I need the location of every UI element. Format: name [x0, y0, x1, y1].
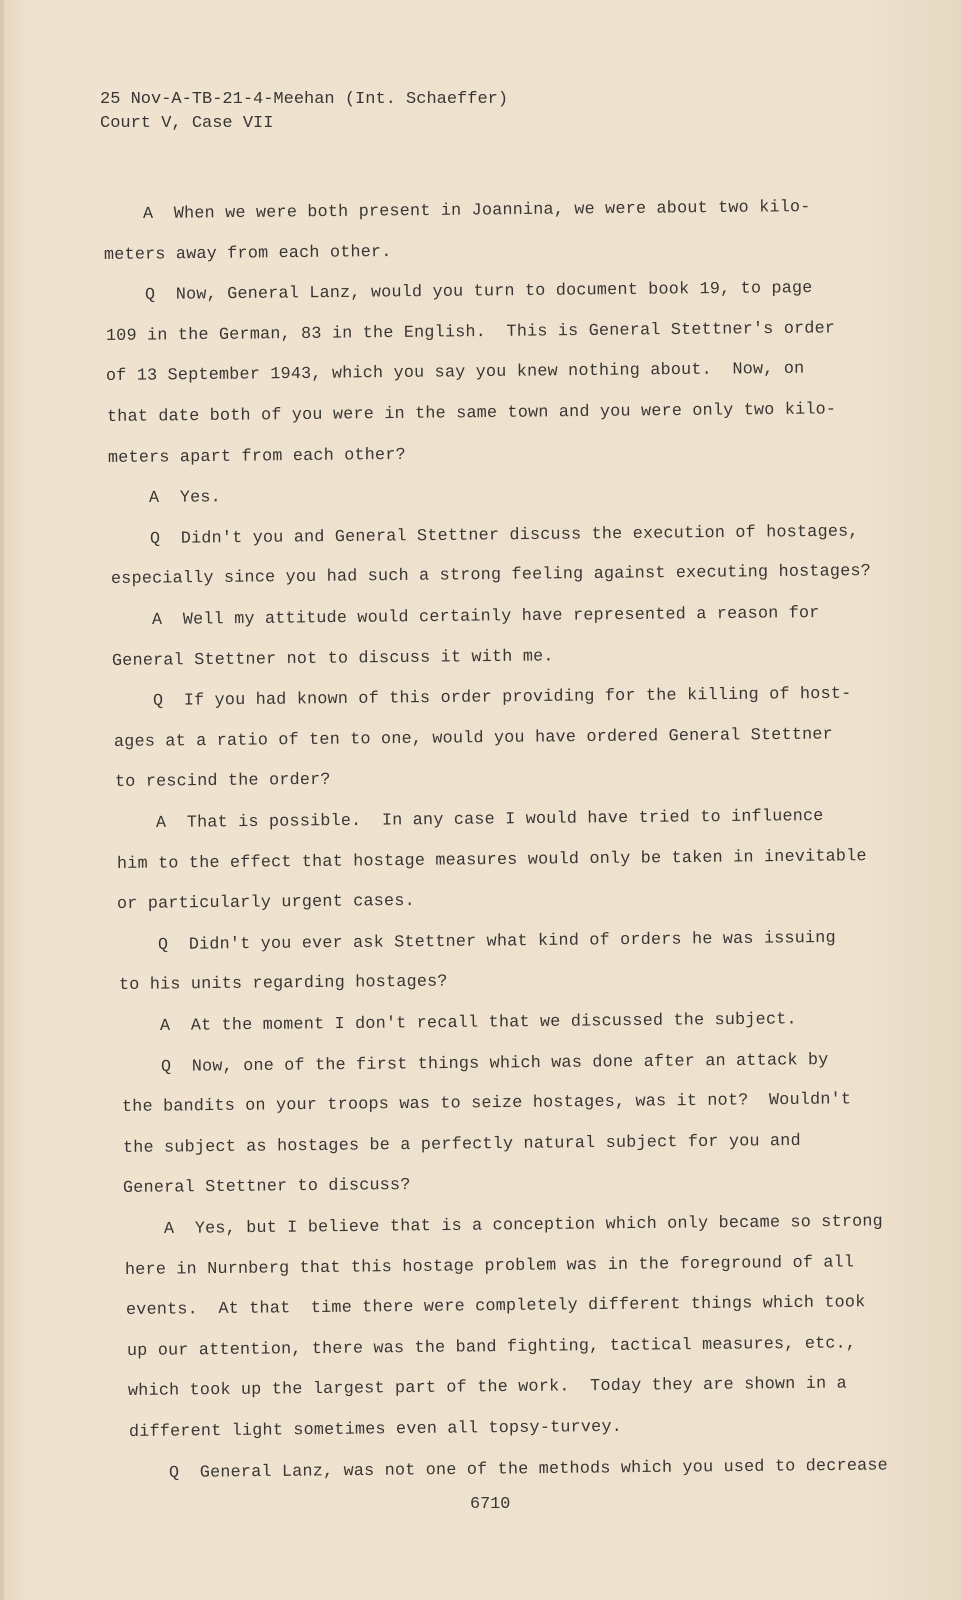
paragraph-line: that date both of you were in the same town and you were only two kilo- [107, 400, 837, 427]
paragraph-line: ages at a ratio of ten to one, would you have ordered General Stettner [113, 725, 834, 752]
page-edge [0, 0, 4, 1600]
paragraph-line: him to the effect that hostage measures would only be taken in inevitable [116, 846, 867, 874]
paragraph-line: General Stettner not to discuss it with me. [112, 646, 555, 671]
paragraph-first-line: Q Didn't you and General Stettner discuss the execution of hostages, [149, 522, 859, 549]
paragraph-line: General Stettner to discuss? [123, 1176, 412, 1199]
paragraph-line: the bandits on your troops was to seize hostages, was it not? Wouldn't [121, 1090, 851, 1118]
paragraph-first-line: A Well my attitude would certainly have represented a reason for [151, 604, 820, 630]
paragraph-line: which took up the largest part of the work. Today they are shown in a [127, 1374, 847, 1402]
header-reference: 25 Nov-A-TB-21-4-Meehan (Int. Schaeffer) [100, 90, 509, 109]
page-number: 6710 [470, 1495, 511, 1514]
paragraph-first-line: A When we were both present in Joannina, we were about two kilo- [142, 198, 811, 224]
header-court-case: Court V, Case VII [100, 114, 274, 133]
paragraph-first-line: Q Now, one of the first things which was done after an attack by [160, 1050, 829, 1077]
paragraph-line: here in Nurnberg that this hostage problem was in the foreground of all [124, 1252, 855, 1280]
paragraph-line: especially since you had such a strong feeling against executing hostages? [110, 562, 871, 590]
paragraph-line: to rescind the order? [114, 771, 331, 793]
paragraph-first-line: A That is possible. In any case I would have tried to influence [155, 807, 824, 833]
paragraph-line: the subject as hostages be a perfectly natural subject for you and [122, 1131, 801, 1158]
paragraph-first-line: A At the moment I don't recall that we discussed the subject. [159, 1010, 797, 1036]
paragraph-line: different light sometimes even all topsy-turvey. [128, 1417, 622, 1442]
paragraph-first-line: A Yes. [148, 488, 221, 509]
paragraph-line: events. At that time there were completely different things which took [125, 1293, 866, 1321]
paragraph-first-line: Q If you had known of this order providing for the killing of host- [153, 684, 852, 712]
paragraph-line: to his units regarding hostages? [119, 972, 448, 996]
paragraph-first-line: A Yes, but I believe that is a conception which only became so strong [164, 1212, 884, 1239]
paragraph-line: or particularly urgent cases. [117, 892, 416, 915]
paragraph-line: of 13 September 1943, which you say you knew nothing about. Now, on [106, 360, 805, 387]
paragraph-line: 109 in the German, 83 in the English. This is General Stettner's order [105, 319, 835, 346]
paragraph-line: up our attention, there was the band fighting, tactical measures, etc., [126, 1334, 857, 1361]
paragraph-first-line: Q General Lanz, was not one of the methods which you used to decrease [169, 1456, 889, 1483]
paragraph-line: meters away from each other. [103, 242, 392, 265]
paragraph-first-line: Q Now, General Lanz, would you turn to document book 19, to page [144, 279, 813, 306]
paragraph-line: meters apart from each other? [107, 445, 407, 468]
paragraph-first-line: Q Didn't you ever ask Stettner what kind of orders he was issuing [158, 928, 837, 955]
